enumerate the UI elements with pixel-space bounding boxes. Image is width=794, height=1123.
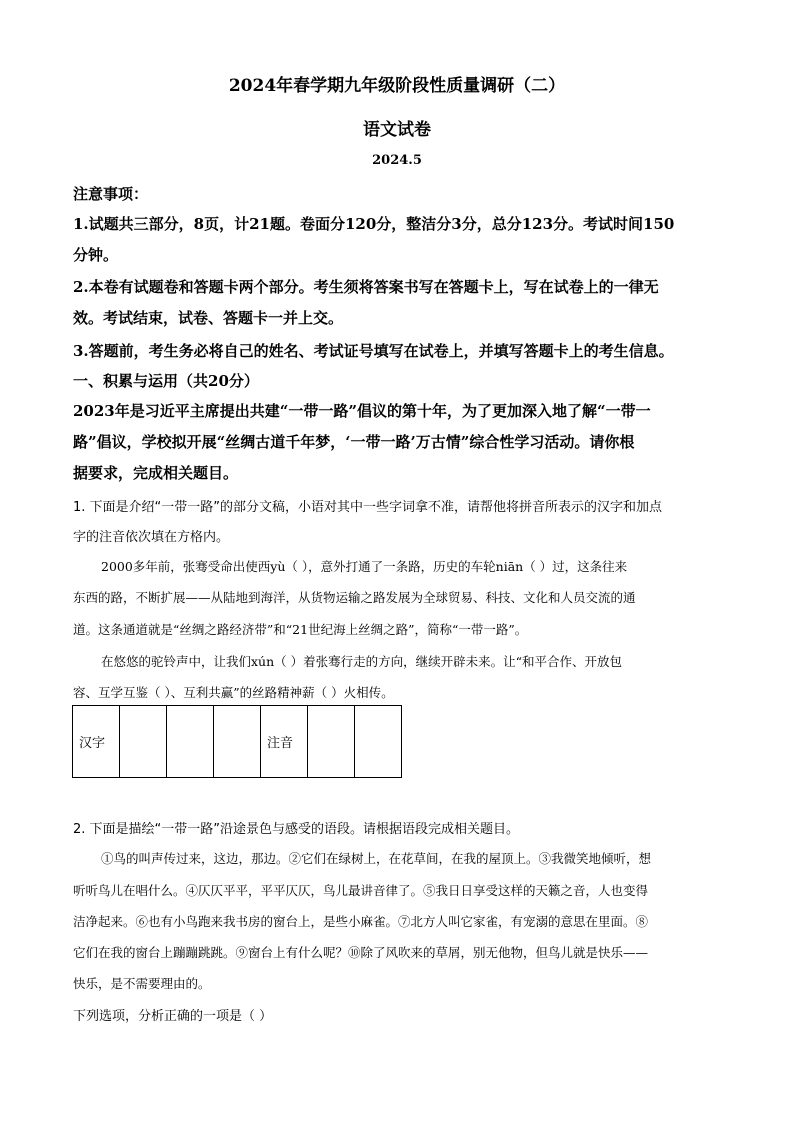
q1-passage-line: 道。这条通道就是“丝绸之路经济带”和“21世纪海上丝绸之路”，简称“一带一路”。 xyxy=(73,622,528,637)
answer-cell[interactable] xyxy=(120,706,167,778)
notes-heading: 注意事项： xyxy=(73,185,149,203)
q2-passage-line: 听听鸟儿在唱什么。④仄仄平平，平平仄仄，鸟儿最讲音律了。⑤我日日享受这样的天籁之音，人也变得 xyxy=(73,883,649,898)
section-intro: 路”倡议，学校拟开展“丝绸古道千年梦，‘一带一路’万古情”综合性学习活动。请你根 xyxy=(73,433,635,451)
q2-question: 下列选项，分析正确的一项是（ ） xyxy=(73,1009,273,1024)
answer-cell[interactable] xyxy=(167,706,214,778)
grid-label-pinyin: 注音 xyxy=(261,706,308,778)
q1-passage-line: 容、互学互鉴（ ）、互利共赢”的丝路精神薪（ ）火相传。 xyxy=(73,685,394,700)
q1-prompt: 字的注音依次填在方格内。 xyxy=(73,530,230,545)
q1-prompt: 1. 下面是介绍“一带一路”的部分文稿，小语对其中一些字词拿不准，请帮他将拼音所表示的汉字和加点 xyxy=(73,500,663,515)
section-intro: 2023年是习近平主席提出共建“一带一路”倡议的第十年，为了更加深入地了解“一带一 xyxy=(73,402,651,420)
notes-line: 3.答题前，考生务必将自己的姓名、考试证号填写在试卷上，并填写答题卡上的考生信息。 xyxy=(73,342,674,360)
section-intro: 据要求，完成相关题目。 xyxy=(73,464,239,482)
grid-label-chars: 汉字 xyxy=(73,706,120,778)
exam-title: 2024年春学期九年级阶段性质量调研（二） xyxy=(228,76,566,96)
answer-cell[interactable] xyxy=(214,706,261,778)
q2-passage-line: ①鸟的叫声传过来，这边，那边。②它们在绿树上，在花草间，在我的屋顶上。③我微笑地倾听，想 xyxy=(101,851,652,866)
q2-prompt: 2. 下面是描绘“一带一路”沿途景色与感受的语段。请根据语段完成相关题目。 xyxy=(73,822,520,837)
q2-passage-line: 洁净起来。⑥也有小鸟跑来我书房的窗台上，是些小麻雀。⑦北方人叫它家雀，有宠溺的意思在里面。⑧ xyxy=(73,914,649,929)
notes-line: 分钟。 xyxy=(73,246,119,264)
q2-passage-line: 快乐，是不需要理由的。 xyxy=(73,976,211,991)
q1-passage-line: 在悠悠的驼铃声中，让我们xún（ ）着张骞行走的方向，继续开辟未来。让“和平合作、开放包 xyxy=(101,654,623,669)
q1-passage-line: 2000多年前，张骞受命出使西yù（ ），意外打通了一条路，历史的车轮niān（ ）过，这条往来 xyxy=(101,559,628,574)
q1-passage-line: 东西的路，不断扩展——从陆地到海洋，从货物运输之路发展为全球贸易、科技、文化和人员交流的通 xyxy=(73,590,636,605)
notes-line: 1.试题共三部分，8页，计21题。卷面分120分，整洁分3分，总分123分。考试时间150 xyxy=(73,215,675,233)
section-heading: 一、积累与运用（共20分） xyxy=(73,372,259,390)
notes-line: 效。考试结束，试卷、答题卡一并上交。 xyxy=(73,309,344,327)
answer-cell[interactable] xyxy=(355,706,402,778)
exam-date: 2024.5 xyxy=(372,153,422,168)
subject-title: 语文试卷 xyxy=(363,120,431,140)
answer-cell[interactable] xyxy=(308,706,355,778)
answer-grid xyxy=(72,705,402,778)
q2-passage-line: 它们在我的窗台上蹦蹦跳跳。⑨窗台上有什么呢？⑩除了风吹来的草屑，别无他物，但鸟儿就是快乐—— xyxy=(73,945,649,960)
notes-line: 2.本卷有试题卷和答题卡两个部分。考生须将答案书写在答题卡上，写在试卷上的一律无 xyxy=(73,278,659,296)
